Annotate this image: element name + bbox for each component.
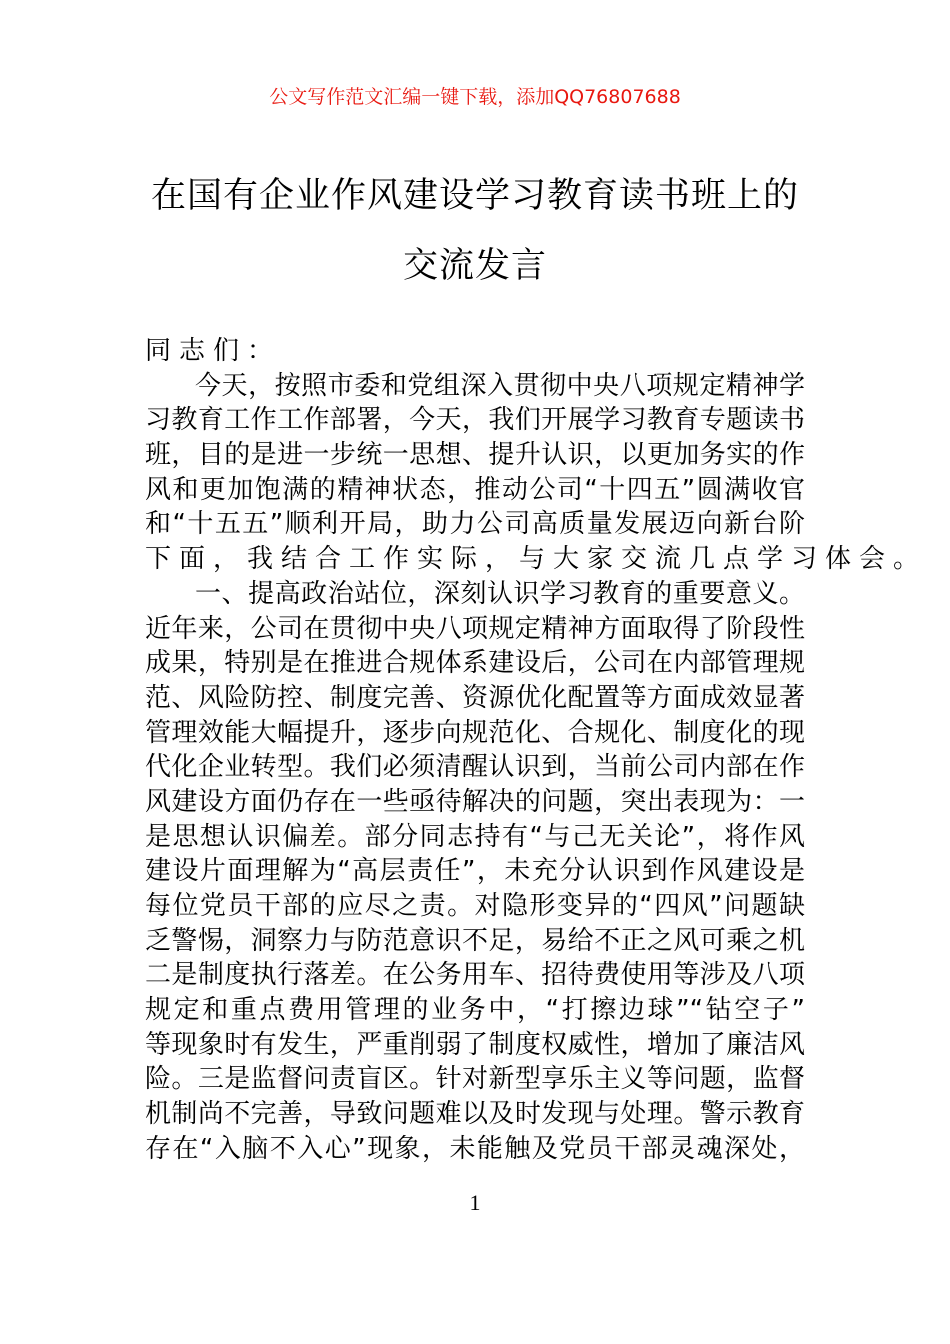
paragraph-line: 近年来，公司在贯彻中央八项规定精神方面取得了阶段性 [145, 613, 805, 644]
page-number: 1 [469, 1190, 481, 1215]
paragraph-line: 习教育工作工作部署，今天，我们开展学习教育专题读书 [145, 405, 805, 436]
paragraph-line: 是思想认识偏差。部分同志持有“与己无关论”，将作风 [145, 821, 805, 852]
paragraph-line: 机制尚不完善，导致问题难以及时发现与处理。警示教育 [145, 1099, 805, 1130]
paragraph-line: 范、风险防控、制度完善、资源优化配置等方面成效显著 [145, 682, 805, 713]
paragraph-line: 规定和重点费用管理的业务中，“打擦边球”“钻空子” [145, 995, 805, 1026]
document-title-line-1: 在国有企业作风建设学习教育读书班上的 [150, 176, 799, 216]
document-body [145, 334, 928, 1167]
paragraph-line: 管理效能大幅提升，逐步向规范化、合规化、制度化的现 [145, 717, 805, 748]
paragraph-line: 每位党员干部的应尽之责。对隐形变异的“四风”问题缺 [145, 891, 805, 921]
section-heading: 一、提高政治站位，深刻认识学习教育的重要意义。 [195, 578, 805, 609]
paragraph-line: 乏警惕，洞察力与防范意识不足，易给不正之风可乘之机 [145, 925, 805, 956]
paragraph-line: 存在“入脑不入心”现象，未能触及党员干部灵魂深处， [145, 1133, 805, 1164]
paragraph-line: 成果，特别是在推进合规体系建设后，公司在内部管理规 [145, 648, 805, 679]
paragraph-line: 建设片面理解为“高层责任”，未充分认识到作风建设是 [145, 856, 805, 887]
paragraph-line: 代化企业转型。我们必须清醒认识到，当前公司内部在作 [145, 752, 805, 783]
paragraph-line: 风建设方面仍存在一些亟待解决的问题，突出表现为：一 [145, 786, 805, 817]
download-ad-header: 公文写作范文汇编一键下载，添加QQ76807688 [269, 86, 681, 108]
paragraph-line: 等现象时有发生，严重削弱了制度权威性，增加了廉洁风 [145, 1029, 805, 1060]
paragraph-line: 今天，按照市委和党组深入贯彻中央八项规定精神学 [195, 370, 805, 401]
paragraph-line: 下面，我结合工作实际，与大家交流几点学习体会。 [145, 544, 928, 575]
paragraph-line: 二是制度执行落差。在公务用车、招待费使用等涉及八项 [145, 960, 805, 991]
paragraph-line: 风和更加饱满的精神状态，推动公司“十四五”圆满收官 [145, 474, 805, 505]
document-title-line-2: 交流发言 [402, 246, 547, 286]
paragraph-line: 和“十五五”顺利开局，助力公司高质量发展迈向新台阶 [145, 509, 805, 540]
salutation: 同志们： [145, 336, 282, 366]
paragraph-line: 班，目的是进一步统一思想、提升认识，以更加务实的作 [145, 440, 805, 471]
paragraph-line: 险。三是监督问责盲区。针对新型享乐主义等问题，监督 [145, 1064, 805, 1095]
